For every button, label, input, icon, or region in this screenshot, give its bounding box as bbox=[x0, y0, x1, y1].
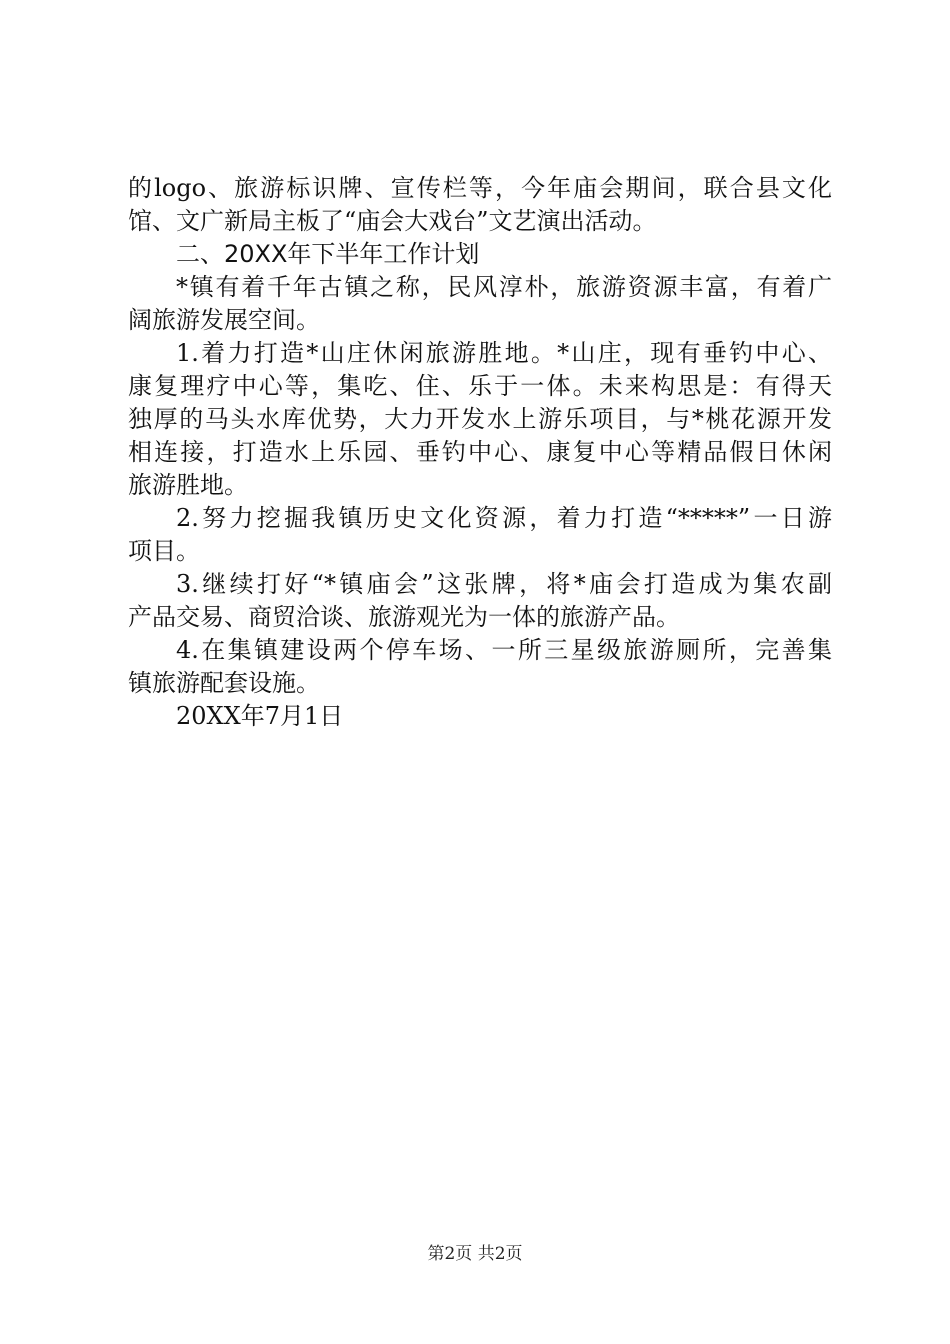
list-item-1-line: 康复理疗中心等，集吃、住、乐于一体。未来构思是：有得天 bbox=[128, 372, 832, 400]
list-item-1-line: 相连接，打造水上乐园、垂钓中心、康复中心等精品假日休闲 bbox=[128, 438, 832, 466]
document-date: 20XX年7月1日 bbox=[176, 702, 344, 730]
body-line: *镇有着千年古镇之称，民风淳朴，旅游资源丰富，有着广 bbox=[176, 273, 832, 301]
list-item-1-line: 独厚的马头水库优势，大力开发水上游乐项目，与*桃花源开发 bbox=[128, 405, 832, 433]
list-item-2-line: 2.努力挖掘我镇历史文化资源，着力打造“*****”一日游 bbox=[176, 504, 832, 532]
list-item-3-line: 3.继续打好“*镇庙会”这张牌，将*庙会打造成为集农副 bbox=[176, 570, 832, 598]
body-line: 馆、文广新局主板了“庙会大戏台”文艺演出活动。 bbox=[128, 207, 657, 235]
list-item-2-line: 项目。 bbox=[128, 537, 200, 565]
list-item-4-line: 镇旅游配套设施。 bbox=[128, 669, 320, 697]
page-number-footer: 第2页 共2页 bbox=[427, 1244, 523, 1264]
list-item-1-line: 旅游胜地。 bbox=[128, 471, 248, 499]
list-item-4-line: 4.在集镇建设两个停车场、一所三星级旅游厕所，完善集 bbox=[176, 636, 832, 664]
list-item-1-line: 1.着力打造*山庄休闲旅游胜地。*山庄，现有垂钓中心、 bbox=[176, 339, 832, 367]
list-item-3-line: 产品交易、商贸洽谈、旅游观光为一体的旅游产品。 bbox=[128, 603, 680, 631]
document-body bbox=[128, 172, 832, 733]
body-line: 阔旅游发展空间。 bbox=[128, 306, 320, 334]
section-heading: 二、20XX年下半年工作计划 bbox=[176, 240, 480, 268]
body-line: 的logo、旅游标识牌、宣传栏等，今年庙会期间，联合县文化 bbox=[128, 174, 832, 202]
